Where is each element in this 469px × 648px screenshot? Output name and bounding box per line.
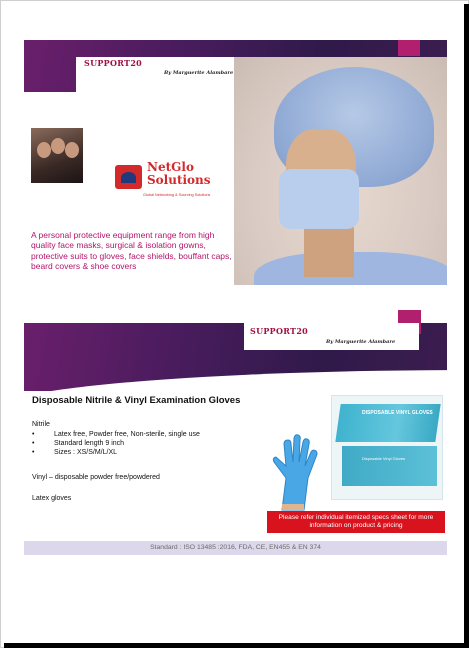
- slide-gloves: [24, 300, 447, 562]
- vinyl-line: Vinyl – disposable powder free/powdered: [32, 474, 160, 481]
- page-shadow-right: [464, 4, 469, 648]
- page-shadow-bottom: [4, 643, 469, 648]
- list-item: • Standard length 9 inch: [32, 439, 200, 448]
- author-credit: By Marguerite Alambare: [326, 339, 396, 345]
- slide-ppe-range: [24, 40, 447, 285]
- list-item: • Latex free, Powder free, Non-sterile, single use: [32, 430, 200, 439]
- box-sublabel: Disposable Vinyl Gloves: [362, 456, 406, 461]
- specs-notice: Please refer individual itemized specs sheet for more information on product & pricing: [267, 511, 445, 533]
- accent-square: [398, 40, 420, 56]
- netglo-logo-text: NetGlo Solutions: [147, 160, 211, 187]
- list-item: • Sizes : XS/S/M/L/XL: [32, 448, 200, 457]
- group-photo: [31, 128, 83, 183]
- surgical-mask-photo: [234, 57, 447, 285]
- ppe-description: A personal protective equipment range from high quality face masks, surgical & isolation gowns, protective suits to gloves, face shields, bouffant caps, beard covers & shoe covers: [31, 230, 232, 272]
- glove-hand-image: [264, 432, 324, 512]
- brand-label: SUPPORT20: [250, 326, 309, 336]
- brand-label: SUPPORT20: [84, 58, 143, 68]
- nitrile-heading: Nitrile: [32, 421, 50, 428]
- standards-bar: Standard : ISO 13485 :2016, FDA, CE, EN455 & EN 374: [24, 541, 447, 555]
- box-label: DISPOSABLE VINYL GLOVES: [362, 410, 433, 416]
- nitrile-list: [32, 430, 200, 457]
- author-credit: By Marguerite Alambare: [164, 70, 234, 76]
- logo-tagline: Global Networking & Sourcing Solutions: [143, 193, 211, 197]
- netglo-logo-icon: [115, 165, 142, 189]
- glove-box-image: [331, 395, 443, 500]
- slide-title: Disposable Nitrile & Vinyl Examination Gloves: [32, 395, 241, 406]
- latex-line: Latex gloves: [32, 495, 72, 502]
